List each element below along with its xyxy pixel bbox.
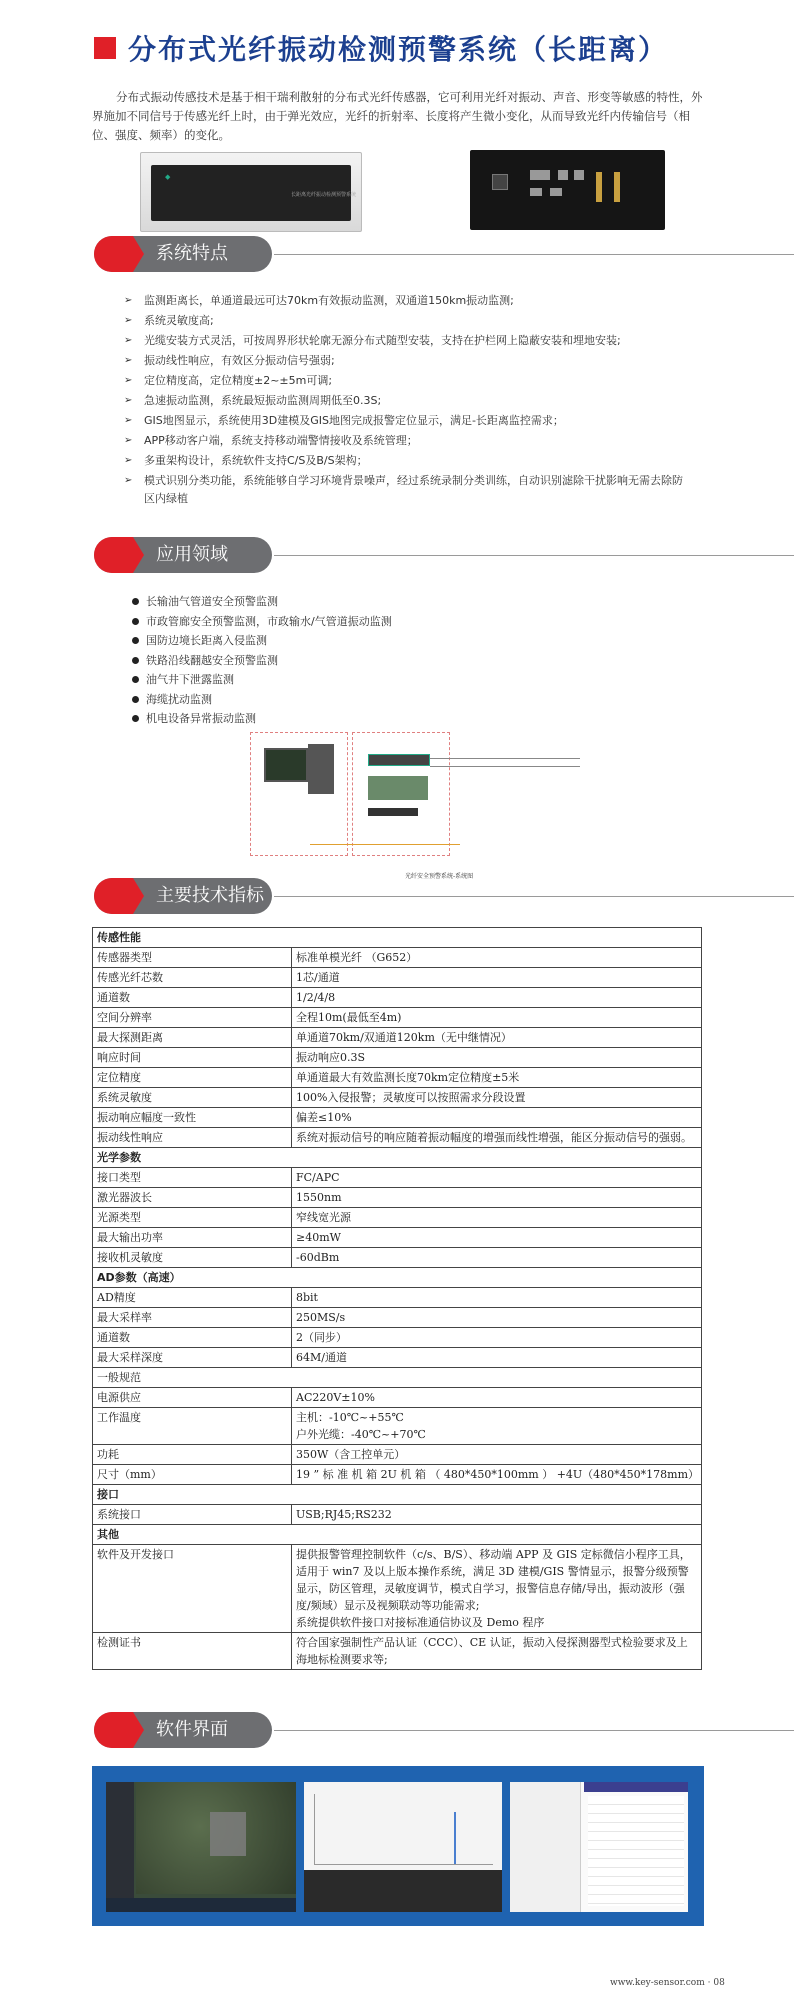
port-icon: [558, 170, 568, 180]
port-icon: [574, 170, 584, 180]
device-front-label: 长距离光纤振动检测预警系统: [291, 192, 357, 198]
spec-group-title: 传感性能: [93, 928, 702, 948]
features-list: [130, 292, 690, 510]
spec-key: 最大输出功率: [93, 1228, 292, 1248]
spec-group-row: [93, 928, 702, 948]
page-title-row: [94, 28, 668, 68]
das-unit-icon: [368, 754, 430, 766]
application-item: 机电设备异常振动监测: [132, 709, 532, 729]
fiber-connector-icon: [596, 172, 602, 202]
section-divider: [274, 1730, 794, 1731]
sidebar-icon: [106, 1782, 134, 1912]
spec-value: 64M/通道: [292, 1348, 702, 1368]
application-item: 海缆扰动监测: [132, 690, 532, 710]
spec-row: [93, 1248, 702, 1268]
spec-row: [93, 1328, 702, 1348]
spec-key: 最大采样深度: [93, 1348, 292, 1368]
feature-item: ➢ GIS地图显示，系统使用3D建模及GIS地图完成报警定位显示，满足-长距离监控需求；: [130, 412, 690, 430]
port-icon: [530, 170, 550, 180]
spec-key: 响应时间: [93, 1048, 292, 1068]
spec-group-row: [93, 1525, 702, 1545]
spec-value: 单通道最大有效监测长度70km定位精度±5米: [292, 1068, 702, 1088]
spec-row: [93, 1188, 702, 1208]
application-item: 油气井下泄露监测: [132, 670, 532, 690]
spec-key: 通道数: [93, 1328, 292, 1348]
section-title: 系统特点: [156, 243, 228, 264]
application-item: 铁路沿线翻越安全预警监测: [132, 651, 532, 671]
spec-group-title: 光学参数: [93, 1148, 702, 1168]
spec-row: [93, 1048, 702, 1068]
data-log-icon: [304, 1870, 502, 1912]
spec-key: 振动线性响应: [93, 1128, 292, 1148]
system-diagram: [250, 730, 580, 880]
spec-key: 最大采样率: [93, 1308, 292, 1328]
software-screenshot-waveform: [304, 1782, 502, 1912]
spec-value: FC/APC: [292, 1168, 702, 1188]
diagram-fiber-line: [430, 766, 580, 767]
feature-item: ➢ 系统灵敏度高;: [130, 312, 690, 330]
fiber-connector-icon: [614, 172, 620, 202]
spec-row: [93, 1168, 702, 1188]
spec-value: AC220V±10%: [292, 1388, 702, 1408]
spec-value: 250MS/s: [292, 1308, 702, 1328]
feature-item: ➢ 模式识别分类功能，系统能够自学习环境背景噪声，经过系统录制分类训练，自动识别滤除干扰影响无需去除防区内绿植: [130, 472, 690, 508]
spec-key: 检测证书: [93, 1633, 292, 1670]
device-front-panel: [151, 165, 357, 221]
spec-row: [93, 1128, 702, 1148]
spec-key: 工作温度: [93, 1408, 292, 1445]
spec-group-row: [93, 1368, 702, 1388]
spec-value: 2（同步）: [292, 1328, 702, 1348]
spec-value: USB;RJ45;RS232: [292, 1505, 702, 1525]
spec-row: [93, 1288, 702, 1308]
spec-row: [93, 1545, 702, 1633]
spec-value: 偏差≤10%: [292, 1108, 702, 1128]
section-divider: [274, 555, 794, 556]
diagram-caption: 光纤安全预警系统-系统图: [405, 873, 474, 880]
spec-value: 振动响应0.3S: [292, 1048, 702, 1068]
switch-icon: [368, 808, 418, 816]
spec-value: ≥40mW: [292, 1228, 702, 1248]
spec-value: 1/2/4/8: [292, 988, 702, 1008]
feature-item: ➢ 光缆安装方式灵活，可按周界形状轮廓无源分布式随型安装，支持在护栏网上隐蔽安装和埋地安装;: [130, 332, 690, 350]
spec-key: AD精度: [93, 1288, 292, 1308]
spec-key: 系统接口: [93, 1505, 292, 1525]
spec-row: [93, 1465, 702, 1485]
spec-value: 350W（含工控单元）: [292, 1445, 702, 1465]
title-red-square: [94, 37, 116, 59]
spec-row: [93, 968, 702, 988]
section-header-applications: [94, 537, 274, 573]
spec-key: 功耗: [93, 1445, 292, 1465]
software-screenshot-gis-map: [106, 1782, 296, 1912]
spec-row: [93, 1408, 702, 1445]
spec-key: 空间分辨率: [93, 1008, 292, 1028]
feature-item: ➢ 监测距离长，单通道最远可达70km有效振动监测，双通道150km振动监测;: [130, 292, 690, 310]
spec-value: 提供报警管理控制软件（c/s、B/S）、移动端 APP 及 GIS 定标微信小程序工具，适用于 win7 及以上版本操作系统，满足 3D 建模/GIS 警情显示，报警分级预警显示，防区管理，灵敏度调节，模式自学习，报警信息存储/导出，振动波形（强度/频域）显示及视频联动等功能需求; 系统提供软件接口对接标准通信协议及 Demo 程序: [292, 1545, 702, 1633]
spec-key: 系统灵敏度: [93, 1088, 292, 1108]
section-title: 软件界面: [156, 1719, 228, 1740]
spec-value: 主机：-10℃~+55℃ 户外光缆：-40℃~+70℃: [292, 1408, 702, 1445]
feature-item: ➢ 定位精度高，定位精度±2~±5m可调;: [130, 372, 690, 390]
spec-group-title: 接口: [93, 1485, 702, 1505]
feature-item: ➢ 急速振动监测，系统最短振动监测周期低至0.3S;: [130, 392, 690, 410]
spec-value: 单通道70km/双通道120km（无中继情况）: [292, 1028, 702, 1048]
spec-value: 标准单模光纤 （G652）: [292, 948, 702, 968]
spec-group-row: [93, 1485, 702, 1505]
spec-key: 接收机灵敏度: [93, 1248, 292, 1268]
device-front-photo: [140, 152, 362, 232]
spec-row: [93, 1088, 702, 1108]
spec-key: 传感光纤芯数: [93, 968, 292, 988]
feature-item: ➢ 振动线性响应，有效区分振动信号强弱;: [130, 352, 690, 370]
spec-value: 1芯/通道: [292, 968, 702, 988]
spec-value: 符合国家强制性产品认证（CCC）、CE 认证，振动入侵探测器型式检验要求及上海地标检测要求等;: [292, 1633, 702, 1670]
section-header-features: [94, 236, 274, 272]
section-title: 主要技术指标: [156, 885, 264, 906]
app-header-icon: [584, 1782, 688, 1792]
spec-group-title: AD参数（高速）: [93, 1268, 702, 1288]
device-back-photo: [470, 150, 665, 230]
spec-row: [93, 1108, 702, 1128]
section-header-specs: [94, 878, 274, 914]
spec-row: [93, 1068, 702, 1088]
spec-group-title: 其他: [93, 1525, 702, 1545]
spec-value: 1550nm: [292, 1188, 702, 1208]
spec-key: 接口类型: [93, 1168, 292, 1188]
spec-row: [93, 1445, 702, 1465]
spec-group-row: [93, 1268, 702, 1288]
spec-key: 通道数: [93, 988, 292, 1008]
application-item: 长输油气管道安全预警监测: [132, 592, 532, 612]
mobile-app-icon: [510, 1782, 581, 1912]
server-tower-icon: [308, 744, 334, 794]
section-divider: [274, 254, 794, 255]
spec-key: 电源供应: [93, 1388, 292, 1408]
spec-row: [93, 1208, 702, 1228]
spec-row: [93, 1028, 702, 1048]
taskbar-icon: [106, 1898, 296, 1912]
feature-item: ➢ APP移动客户端，系统支持移动端警情接收及系统管理；: [130, 432, 690, 450]
intro-paragraph: 分布式振动传感技术是基于相干瑞利散射的分布式光纤传感器，它可利用光纤对振动、声音、形变等敏感的特性，外界施加不同信号于传感光纤上时，由于弹光效应，光纤的折射率、长度将产生微小变化，从而导致光纤内传输信号（相位、强度、频率）的变化。: [92, 90, 703, 142]
section-divider: [274, 896, 794, 897]
spec-key: 光源类型: [93, 1208, 292, 1228]
spec-row: [93, 1633, 702, 1670]
section-title: 应用领域: [156, 544, 228, 565]
industrial-pc-icon: [368, 776, 428, 800]
spec-value: 8bit: [292, 1288, 702, 1308]
spec-key: 传感器类型: [93, 948, 292, 968]
port-icon: [550, 188, 562, 196]
spec-value: -60dBm: [292, 1248, 702, 1268]
spec-key: 最大探测距离: [93, 1028, 292, 1048]
spec-value: 系统对振动信号的响应随着振动幅度的增强而线性增强，能区分振动信号的强弱。: [292, 1128, 702, 1148]
spec-value: 窄线宽光源: [292, 1208, 702, 1228]
power-socket-icon: [492, 174, 508, 190]
applications-list: [132, 592, 532, 729]
spec-key: 激光器波长: [93, 1188, 292, 1208]
device-logo: ◆: [165, 173, 171, 181]
page-title: 分布式光纤振动检测预警系统（长距离）: [128, 33, 669, 66]
spec-key: 振动响应幅度一致性: [93, 1108, 292, 1128]
spec-row: [93, 988, 702, 1008]
spec-row: [93, 1308, 702, 1328]
monitor-icon: [264, 748, 308, 782]
spec-group-row: [93, 1148, 702, 1168]
software-screenshots-panel: [92, 1766, 704, 1926]
info-dialog-icon: [210, 1812, 246, 1856]
application-item: 国防边境长距离入侵监测: [132, 631, 532, 651]
spec-key: 尺寸（mm）: [93, 1465, 292, 1485]
spec-row: [93, 1348, 702, 1368]
spec-row: [93, 1008, 702, 1028]
alarm-list-icon: [588, 1796, 684, 1906]
waveform-peak-icon: [454, 1812, 456, 1864]
spec-value: 100%入侵报警；灵敏度可以按照需求分段设置: [292, 1088, 702, 1108]
spec-value: 19 ” 标 准 机 箱 2U 机 箱 （ 480*450*100mm ） +4U（480*450*178mm）: [292, 1465, 702, 1485]
diagram-fiber-line: [430, 758, 580, 759]
spec-group-title: 一般规范: [93, 1368, 702, 1388]
application-item: 市政管廊安全预警监测，市政输水/气管道振动监测: [132, 612, 532, 632]
software-screenshot-3d-model: [510, 1782, 688, 1912]
feature-item: ➢ 多重架构设计，系统软件支持C/S及B/S架构；: [130, 452, 690, 470]
spec-row: [93, 1228, 702, 1248]
spec-row: [93, 948, 702, 968]
spec-value: 全程10m(最低至4m): [292, 1008, 702, 1028]
spec-row: [93, 1505, 702, 1525]
spec-key: 软件及开发接口: [93, 1545, 292, 1633]
spec-key: 定位精度: [93, 1068, 292, 1088]
waveform-chart-icon: [314, 1794, 493, 1865]
spec-table: [92, 927, 702, 1670]
diagram-link-line: [310, 844, 460, 845]
section-header-software: [94, 1712, 274, 1748]
port-icon: [530, 188, 542, 196]
spec-row: [93, 1388, 702, 1408]
footer-page-number: www.key-sensor.com · 08: [610, 1978, 725, 1988]
